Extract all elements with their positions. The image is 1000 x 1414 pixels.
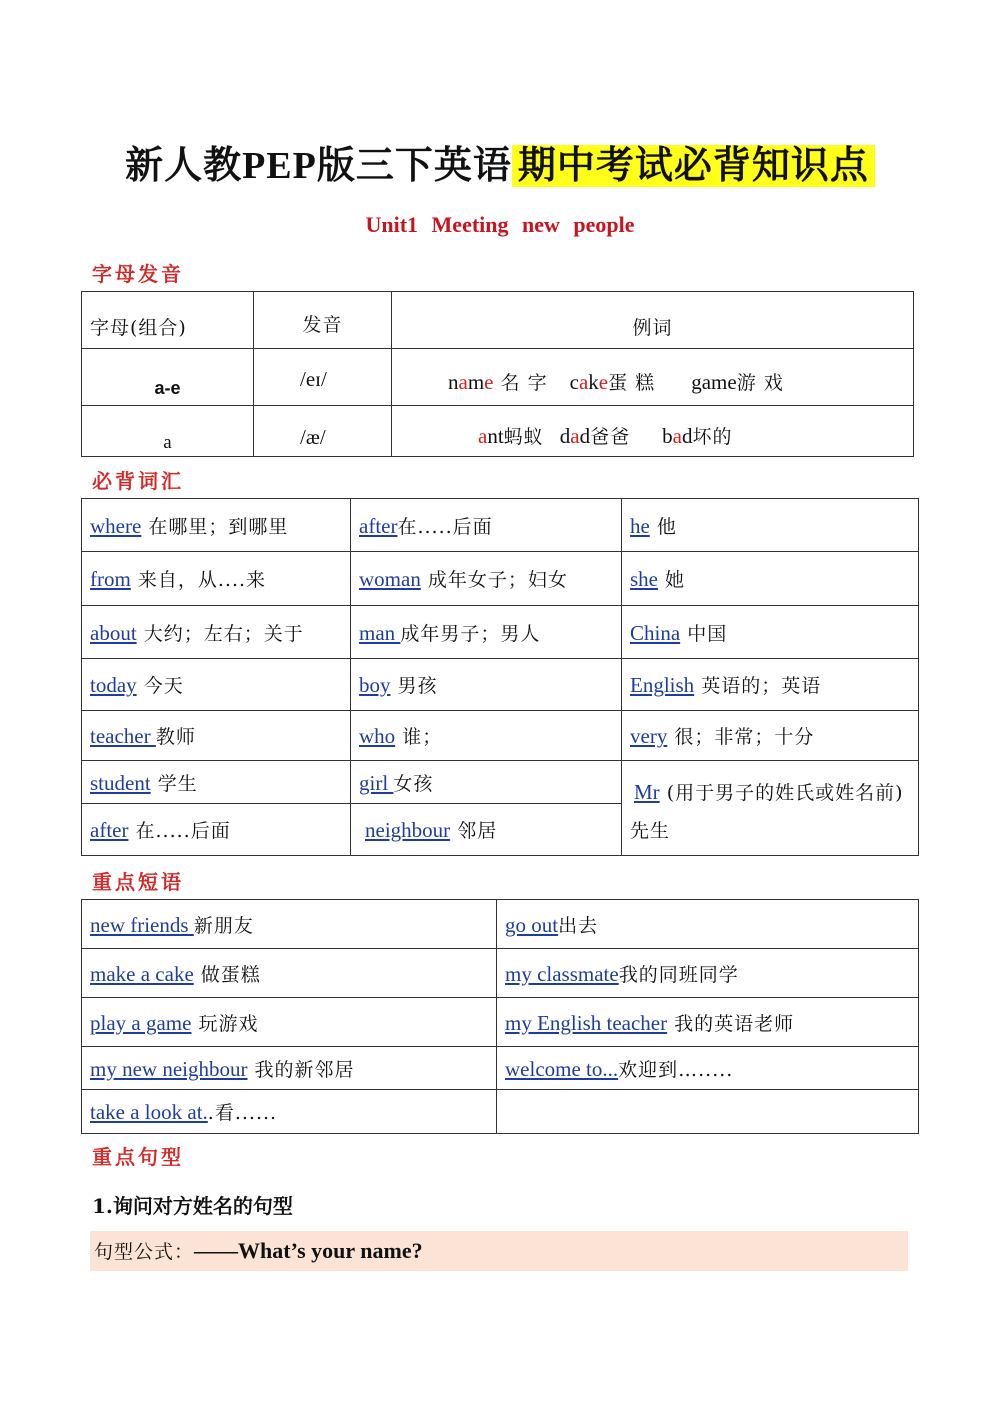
vocab-cell: teacher 教师 [82, 711, 351, 761]
title-highlight: 期中考试必背知识点 [512, 145, 875, 187]
vocab-row [82, 606, 919, 659]
phrase-row [82, 998, 919, 1047]
vocab-row [82, 659, 919, 711]
vocab-cell: very 很；非常；十分 [622, 711, 919, 761]
example-word: dad爸爸 [559, 424, 631, 448]
vocab-row [82, 552, 919, 606]
vocab-cell: girl 女孩 [351, 761, 622, 804]
vocab-cell: English 英语的；英语 [622, 659, 919, 711]
title-wrap [0, 132, 1000, 200]
phrase-row [82, 1090, 919, 1134]
phonics-examples [392, 349, 914, 406]
vocab-row [82, 711, 919, 761]
vocab-cell: neighbour 邻居 [351, 804, 622, 856]
phonics-sound: /eɪ/ [254, 349, 392, 406]
vocab-cell: after在.....后面 [351, 499, 622, 552]
phonics-row [82, 406, 914, 457]
phrase-cell: new friends 新朋友 [82, 900, 497, 949]
vocab-cell: about 大约；左右；关于 [82, 606, 351, 659]
sentence-heading: 1.询问对方姓名的句型 [92, 1194, 293, 1218]
vocab-cell: Mr (用于男子的姓氏或姓名前)先生 [622, 761, 919, 856]
section-phrases: 重点短语 [92, 870, 184, 894]
phrase-row [82, 900, 919, 949]
vocab-cell: today 今天 [82, 659, 351, 711]
example-word: bad坏的 [662, 424, 733, 448]
phrase-cell: make a cake 做蛋糕 [82, 949, 497, 998]
vocab-cell: after 在.....后面 [82, 804, 351, 856]
phrase-cell: go out出去 [497, 900, 919, 949]
phrase-cell: my new neighbour 我的新邻居 [82, 1047, 497, 1090]
vocab-table [81, 498, 919, 856]
vocab-row [82, 761, 919, 804]
vocab-cell: he 他 [622, 499, 919, 552]
phonics-letter: a [82, 406, 254, 457]
phrase-cell: my classmate我的同班同学 [497, 949, 919, 998]
vocab-row [82, 499, 919, 552]
vocab-cell: who 谁； [351, 711, 622, 761]
phrase-row [82, 1047, 919, 1090]
formula-box [90, 1231, 908, 1271]
vocab-cell: woman 成年女子；妇女 [351, 552, 622, 606]
formula-label: 句型公式： [94, 1241, 195, 1263]
section-vocab: 必背词汇 [92, 469, 184, 493]
phonics-sound: /æ/ [254, 406, 392, 457]
phonics-header-row [82, 292, 914, 349]
phonics-header: 发音 [254, 292, 392, 349]
phrase-row [82, 949, 919, 998]
vocab-cell: boy 男孩 [351, 659, 622, 711]
title-part1: 新人教PEP版三下英语 [125, 145, 512, 187]
vocab-cell: China 中国 [622, 606, 919, 659]
page-title [125, 132, 875, 200]
phonics-header: 例词 [392, 292, 914, 349]
example-word: cake蛋 糕 [569, 369, 656, 394]
phrase-cell: take a look at..看...... [82, 1090, 497, 1134]
section-letters: 字母发音 [92, 262, 184, 286]
phrase-cell: my English teacher 我的英语老师 [497, 998, 919, 1047]
phonics-letter: a-e [82, 349, 254, 406]
example-word: game游 戏 [691, 369, 784, 394]
phonics-examples [392, 406, 914, 457]
example-word: ant蚂蚁 [478, 424, 544, 448]
phrase-cell: play a game 玩游戏 [82, 998, 497, 1047]
formula-text: ——What’s your name? [194, 1238, 423, 1263]
vocab-cell: where 在哪里；到哪里 [82, 499, 351, 552]
phonics-table [81, 291, 914, 457]
vocab-cell: student 学生 [82, 761, 351, 804]
vocab-cell: she 她 [622, 552, 919, 606]
vocab-cell: man 成年男子；男人 [351, 606, 622, 659]
phrases-table [81, 899, 919, 1134]
phrase-cell: welcome to...欢迎到…..... [497, 1047, 919, 1090]
phonics-header: 字母(组合) [82, 292, 254, 349]
section-sentences: 重点句型 [92, 1145, 184, 1169]
unit-heading: Unit1 Meeting new people [365, 212, 635, 237]
vocab-cell: from 来自，从....来 [82, 552, 351, 606]
example-word: name 名 字 [448, 369, 548, 394]
phrase-cell [497, 1090, 919, 1134]
phonics-row [82, 349, 914, 406]
